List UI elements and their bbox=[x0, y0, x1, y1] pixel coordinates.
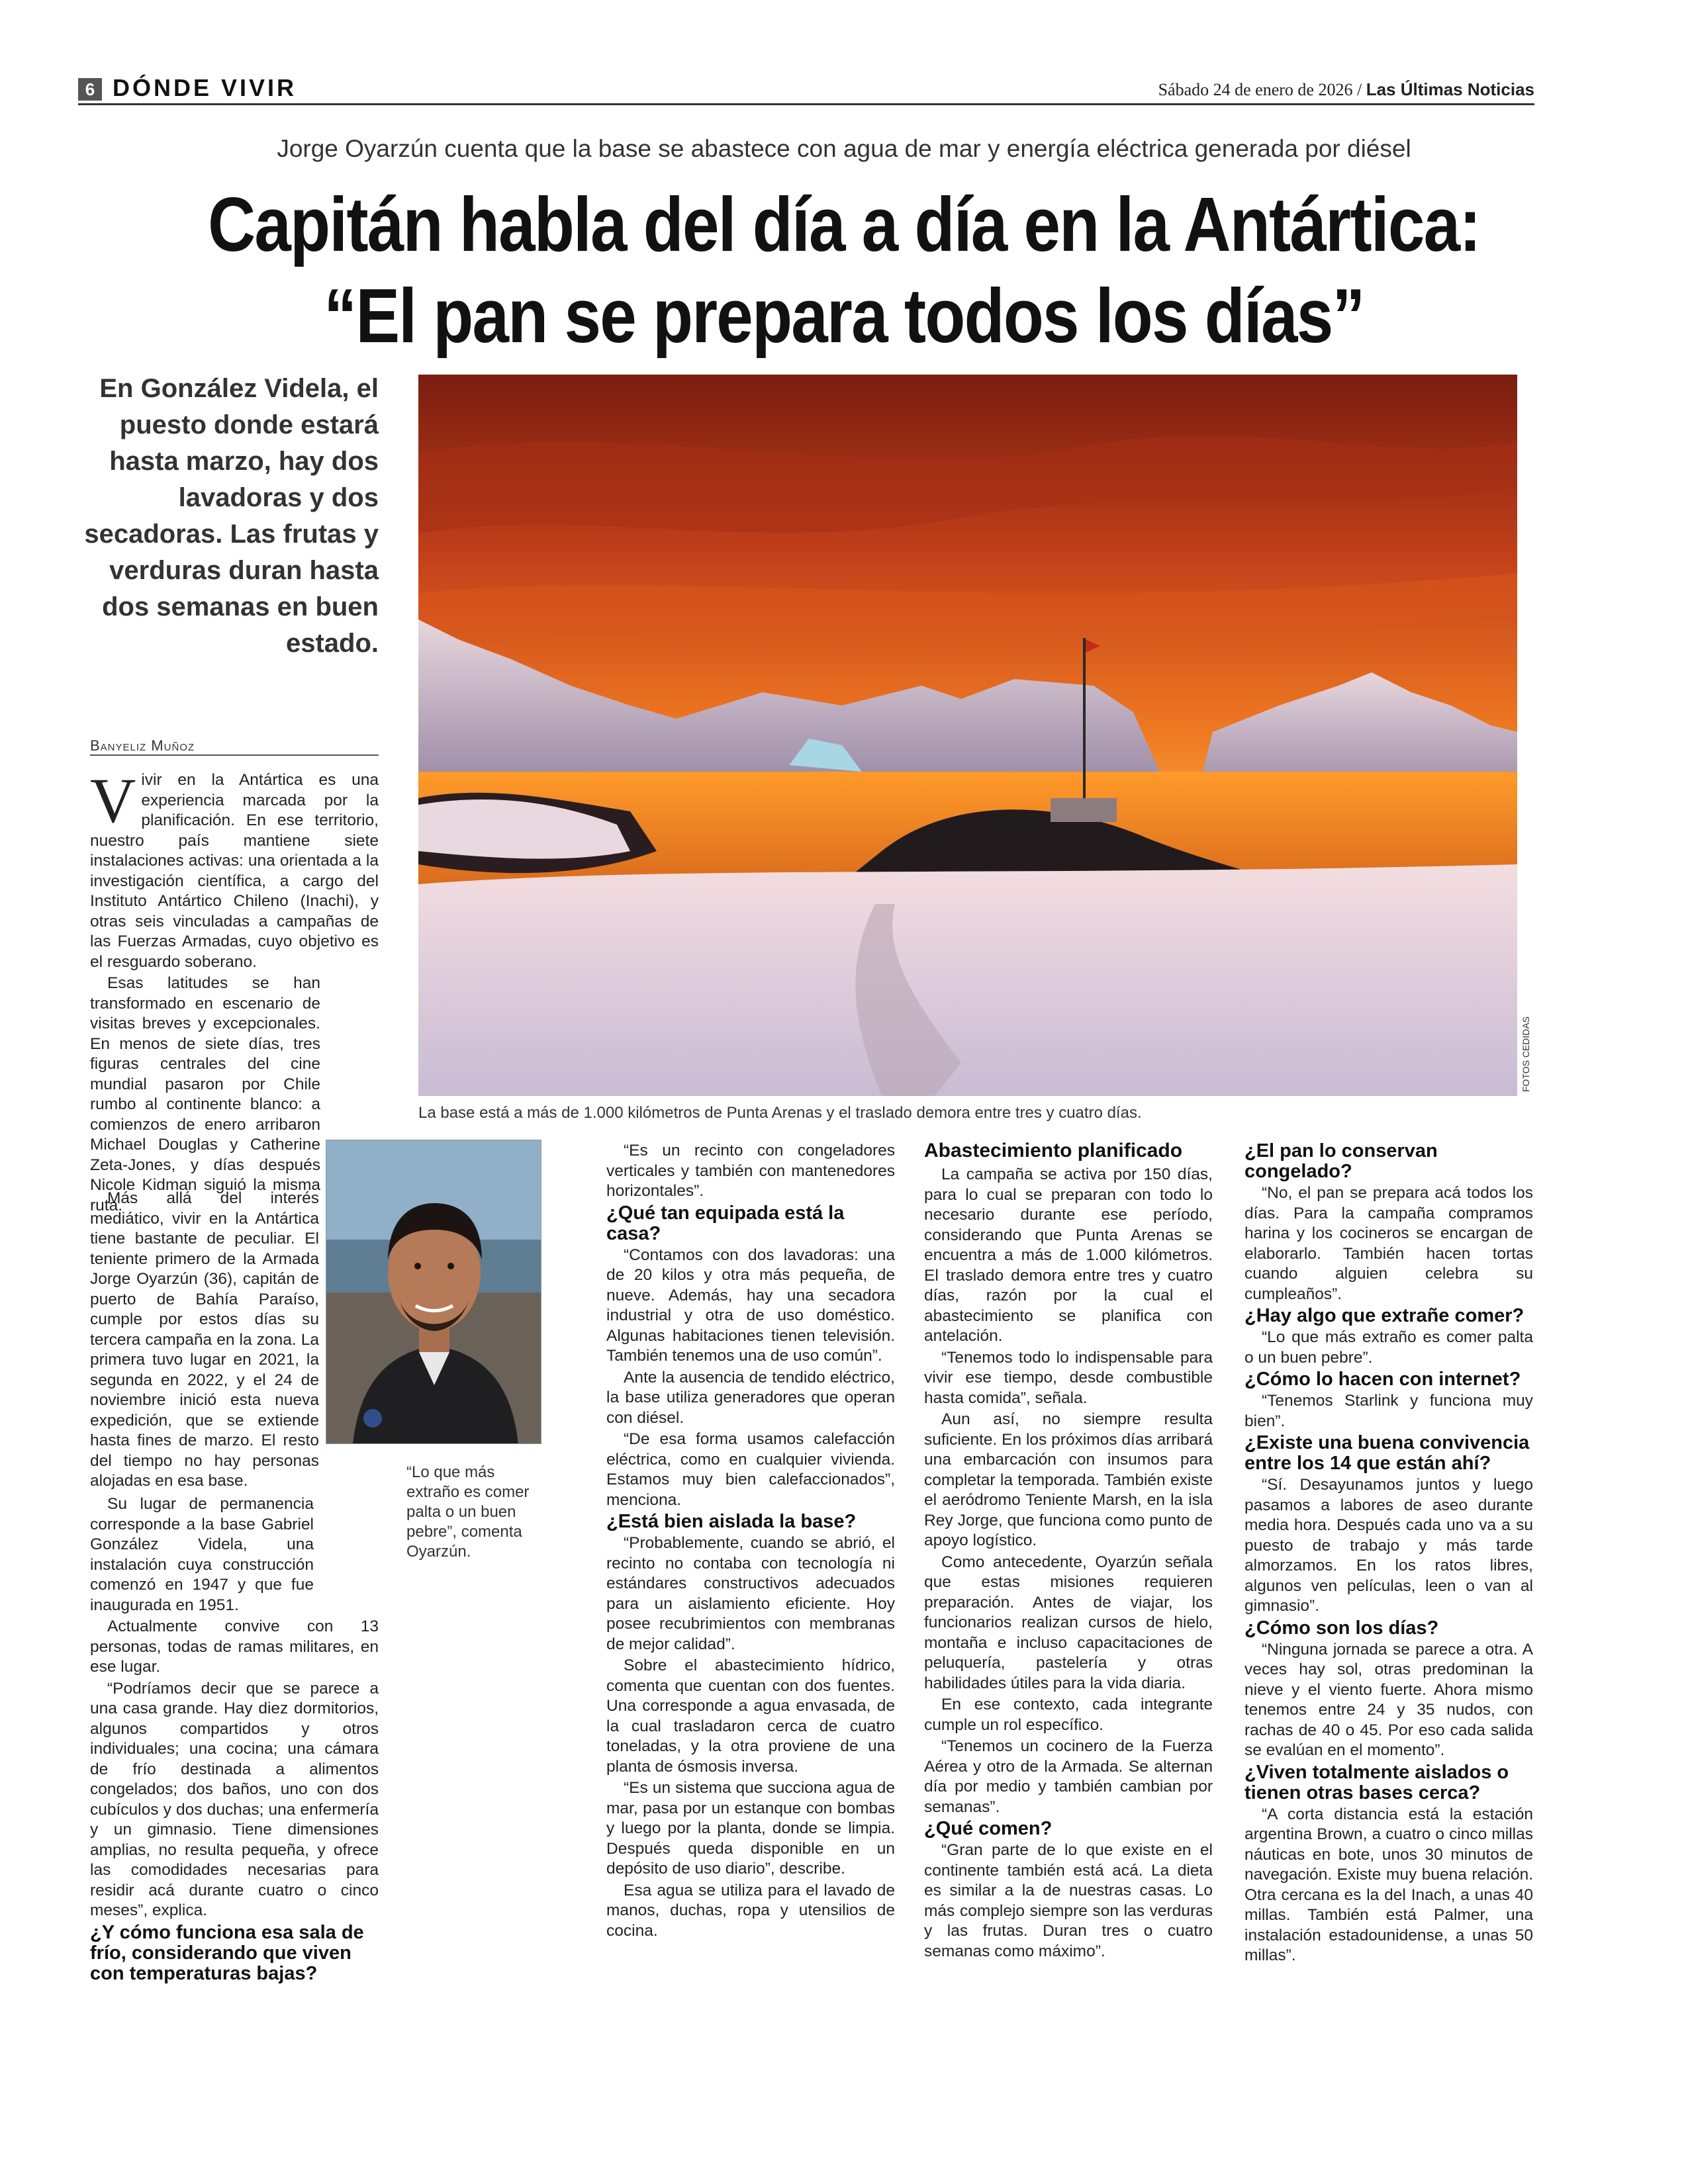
col3-paragraph: La campaña se activa por 150 días, para lo cual se preparan con todo lo necesario durante ese período, considerando que Punta Arenas se encuentra a más de 1.000 kilómetros. El traslado demora entre tres y cuatro días, razón por la cual el abastecimiento se planifica con antelación. bbox=[924, 1165, 1213, 1345]
col1-paragraph: Su lugar de permanencia corresponde a la base Gabriel González Videla, una instalación cuya construcción comenzó en 1947 y que fue inaugurada en 1951. bbox=[90, 1495, 314, 1614]
headline-line-1: Capitán habla del día a día en la Antártica: bbox=[208, 181, 1480, 267]
col1-paragraph: ivir en la Antártica es una experiencia marcada por la planificación. En ese territorio, nuestro país mantiene siete instalaciones activas: una orientada a la investigación científica, a cargo del Instituto Antártico Chileno (Inachi), y otras seis vinculadas a campañas de las Fuerzas Armadas, cuyo objetivo es el resguardo soberano. bbox=[90, 771, 379, 971]
col2-paragraph: “Es un recinto con congeladores verticales y también con mantenedores horizontales”. bbox=[606, 1142, 895, 1200]
col4-question: ¿Viven totalmente aislados o tienen otras bases cerca? bbox=[1244, 1761, 1509, 1803]
col2-paragraph: Sobre el abastecimiento hídrico, comenta que cuentan con dos fuentes. Una corresponde a agua envasada, de la cual trasladaron cerca de cuatro toneladas, y la otra proviene de una planta de ósmosis inversa. bbox=[606, 1657, 895, 1776]
photo-credit: FOTOS CEDIDAS bbox=[1521, 1016, 1531, 1092]
column-1-narrow bbox=[90, 1189, 319, 1493]
col4-question: ¿Existe una buena convivencia entre los 14 que están ahí? bbox=[1244, 1432, 1530, 1474]
col4-question: ¿Hay algo que extrañe comer? bbox=[1244, 1305, 1524, 1326]
headline bbox=[118, 179, 1570, 361]
col2-paragraph: “De esa forma usamos calefacción eléctrica, como en cualquier vivienda. Estamos muy bien calefaccionados”, menciona. bbox=[606, 1430, 895, 1509]
col2-paragraph: “Contamos con dos lavadoras: una de 20 kilos y otra más pequeña, de nueve. Además, hay una secadora industrial y otra de uso doméstico. Algunas habitaciones tienen televisión. También tenemos una de uso común”. bbox=[606, 1246, 895, 1365]
dateline bbox=[1158, 79, 1534, 100]
column-4 bbox=[1244, 1140, 1533, 1968]
col3-paragraph: “Tenemos un cocinero de la Fuerza Aérea y otro de la Armada. Se alternan día por medio y también cambian por semanas”. bbox=[924, 1737, 1213, 1816]
col4-paragraph: “Lo que más extraño es comer palta o un buen pebre”. bbox=[1244, 1328, 1533, 1367]
col1-paragraph: Esas latitudes se han transformado en escenario de visitas breves y excepcionales. En menos de siete días, tres figuras centrales del cine mundial pasaron por Chile rumbo al continente blanco: a comienzos de enero arribaron Michael Douglas y Catherine Zeta-Jones, y días después Nicole Kidman siguió la misma ruta. bbox=[90, 974, 320, 1214]
pull-quote: “Lo que más extraño es comer palta o un buen pebre”, comenta Oyarzún. bbox=[406, 1463, 530, 1561]
col4-paragraph: “No, el pan se prepara acá todos los días. Para la campaña compramos harina y los cocineros se encargan de elaborarlo. También hacen tortas cuando alguien celebra su cumpleaños”. bbox=[1244, 1184, 1533, 1303]
section-title: DÓNDE VIVIR bbox=[113, 74, 297, 101]
dateline-separator: / bbox=[1356, 80, 1362, 99]
col3-question: ¿Qué comen? bbox=[924, 1818, 1053, 1839]
col3-paragraph: “Gran parte de lo que existe en el continente también está acá. La dieta es similar a la de nuestras casas. Lo más complejo siempre son las verduras y las frutas. Duran tres o cuatro semanas como máximo”. bbox=[924, 1841, 1213, 1960]
col4-question: ¿Cómo son los días? bbox=[1244, 1617, 1439, 1639]
col4-question: ¿El pan lo conservan congelado? bbox=[1244, 1140, 1438, 1182]
col2-paragraph: Esa agua se utiliza para el lavado de manos, duchas, ropa y utensilios de cocina. bbox=[606, 1881, 895, 1940]
kicker: Jorge Oyarzún cuenta que la base se abastece con agua de mar y energía eléctrica generada por diésel bbox=[277, 135, 1411, 162]
dropcap: V bbox=[90, 765, 136, 836]
lead-paragraph: En González Videla, el puesto donde estará hasta marzo, hay dos lavadoras y dos secadoras. Las frutas y verduras duran hasta dos semanas en buen estado. bbox=[84, 374, 379, 658]
col2-paragraph: Ante la ausencia de tendido eléctrico, la base utiliza generadores que operan con diésel. bbox=[606, 1368, 895, 1427]
col4-paragraph: “Ninguna jornada se parece a otra. A veces hay sol, otras predominan la nieve y el viento fuerte. Ahora mismo tenemos entre 24 y 35 nudos, con rachas de 40 o 45. Por eso cada salida se evalúan en el momento”. bbox=[1244, 1640, 1533, 1759]
col2-question: ¿Está bien aislada la base? bbox=[606, 1511, 857, 1532]
col3-paragraph: “Tenemos todo lo indispensable para vivir ese tiempo, desde combustible hasta comida”, señala. bbox=[924, 1348, 1213, 1407]
page-number: 6 bbox=[78, 78, 102, 101]
column-3 bbox=[924, 1140, 1213, 1963]
col1-paragraph: “Podríamos decir que se parece a una casa grande. Hay diez dormitorios, algunos compartidos y otros individuales; una cocina; una cámara de frío destinada a alimentos congelados; dos baños, uno con dos cubículos y dos duchas; una enfermería y un gimnasio. Tiene dimensiones amplias, no resulta pequeña, y ofrece las comodidades necesarias para residir acá durante cuatro o cinco meses”, explica. bbox=[90, 1679, 379, 1919]
column-2 bbox=[606, 1141, 895, 1942]
col3-paragraph: Como antecedente, Oyarzún señala que estas misiones requieren preparación. Antes de viajar, los funcionarios realizan cursos de hielo, montaña e incluso capacitaciones de peluquería, pastelería y otras habilidades útiles para la vida diaria. bbox=[924, 1553, 1213, 1692]
portrait-photo-jorge-oyarzun bbox=[326, 1140, 541, 1444]
col2-question: ¿Qué tan equipada está la casa? bbox=[606, 1202, 845, 1244]
col2-paragraph: “Probablemente, cuando se abrió, el recinto no contaba con tecnología ni estándares constructivos adecuados para un aislamiento eficiente. Hoy posee recubrimientos con membranas de mejor calidad”. bbox=[606, 1534, 895, 1653]
col3-subhead: Abastecimiento planificado bbox=[924, 1140, 1183, 1161]
photo-caption: La base está a más de 1.000 kilómetros de Punta Arenas y el traslado demora entre tres y cuatro días. bbox=[418, 1104, 1142, 1122]
header-rule bbox=[78, 103, 1534, 105]
column-1-lower bbox=[90, 1494, 379, 1985]
col4-question: ¿Cómo lo hacen con internet? bbox=[1244, 1369, 1521, 1390]
col4-paragraph: “Sí. Desayunamos juntos y luego pasamos a labores de aseo durante media hora. Después cada uno va a su puesto de trabajo y más tarde almorzamos. En los ratos libres, algunos ven películas, leen o van al gimnasio”. bbox=[1244, 1476, 1533, 1615]
col3-paragraph: Aun así, no siempre resulta suficiente. En los próximos días arribará una embarcación con insumos para completar la temporada. También existe el aeródromo Teniente Marsh, en la isla Rey Jorge, que funciona como punto de apoyo logístico. bbox=[924, 1410, 1213, 1549]
col1-paragraph: Más allá del interés mediático, vivir en la Antártica tiene bastante de peculiar. El teniente primero de la Armada Jorge Oyarzún (36), capitán de puerto de Bahía Paraíso, cumple por estos días su tercera campaña en la zona. La primera tuvo lugar en 2021, la segunda en 2022, y el 24 de noviembre inició esta nueva expedición, que se extiende hasta fines de marzo. El resto del tiempo no hay personas alojadas en esa base. bbox=[90, 1189, 319, 1490]
col1-paragraph: Actualmente convive con 13 personas, todas de ramas militares, en ese lugar. bbox=[90, 1617, 379, 1676]
headline-line-2: “El pan se prepara todos los días” bbox=[324, 273, 1364, 359]
col4-paragraph: “A corta distancia está la estación argentina Brown, a cuatro o cinco millas náuticas en bote, unos 30 minutos de navegación. Existe muy buena relación. Otra cercana es la del Inach, a unas 40 millas. También está Palmer, una instalación estadounidense, a unas 50 millas”. bbox=[1244, 1805, 1533, 1964]
hero-photo-antarctic-sunset bbox=[418, 375, 1517, 1096]
byline: Banyeliz Muñoz bbox=[90, 737, 195, 754]
col2-paragraph: “Es un sistema que succiona agua de mar, pasa por un estanque con bombas y luego por la planta, donde se limpia. Después queda disponible en un depósito de uso diario”, describe. bbox=[606, 1779, 895, 1878]
byline-rule bbox=[90, 754, 379, 756]
issue-date: Sábado 24 de enero de 2026 bbox=[1158, 80, 1353, 99]
col3-paragraph: En ese contexto, cada integrante cumple un rol específico. bbox=[924, 1696, 1213, 1734]
col4-paragraph: “Tenemos Starlink y funciona muy bien”. bbox=[1244, 1392, 1533, 1430]
col1-question: ¿Y cómo funciona esa sala de frío, considerando que viven con temperaturas bajas? bbox=[90, 1921, 364, 1984]
newspaper-name: Las Últimas Noticias bbox=[1366, 79, 1534, 99]
